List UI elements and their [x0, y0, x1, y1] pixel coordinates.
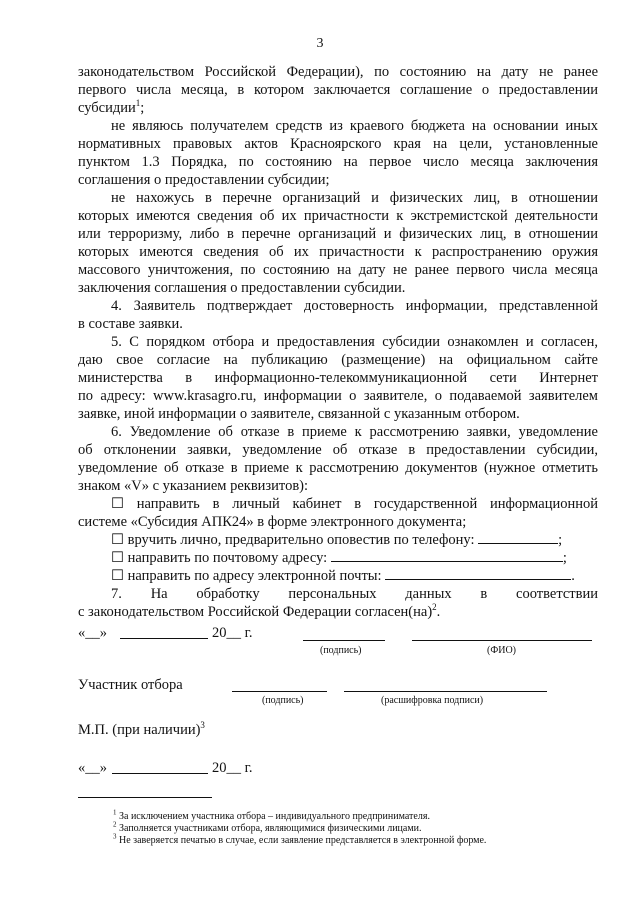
footnote-num: 1	[113, 808, 117, 817]
signature-caption: (подпись)	[320, 645, 362, 656]
text-line: 7. На обработку персональных данных в соответствии	[111, 586, 598, 602]
footnote	[113, 808, 430, 822]
date-day: «__»	[78, 760, 107, 776]
text-line: не нахожусь в перечне организаций и физических лиц, в отношении	[111, 190, 598, 206]
text-line: уведомление об отказе в приеме к рассмотрению документов (нужное отметить	[78, 460, 598, 476]
footnote-ref: 3	[200, 720, 205, 731]
option-label: ☐ вручить лично, предварительно оповестив по телефону:	[111, 532, 475, 548]
footnote-num: 2	[113, 820, 117, 829]
text-line: 5. С порядком отбора и предоставления субсидии ознакомлен и согласен,	[111, 334, 598, 350]
page-number: 3	[316, 36, 324, 51]
text-line	[78, 100, 598, 117]
option-label: ☐ направить по почтовому адресу:	[111, 550, 328, 566]
date-month-line[interactable]	[120, 638, 208, 639]
footnote	[113, 820, 422, 834]
text-line: по адресу: www.krasagro.ru, информации о заявителе, о подаваемой заявителем	[78, 388, 598, 404]
punctuation: .	[571, 568, 575, 584]
text-line: заключения соглашения о предоставлении субсидии.	[78, 280, 406, 296]
punctuation: ;	[558, 532, 563, 548]
option-personal-cabinet[interactable]: ☐ направить в личный кабинет в государственной информационной	[111, 496, 598, 512]
footnote-text: Заполняется участниками отбора, являющимися физическими лицами.	[119, 823, 422, 834]
date-year: 20__ г.	[212, 625, 253, 641]
text-line: 4. Заявитель подтверждает достоверность информации, представленной	[111, 298, 598, 314]
text-span: М.П. (при наличии)	[78, 722, 201, 738]
option-hand-delivery[interactable]	[111, 532, 598, 549]
footnote-text: За исключением участника отбора – индивидуального предпринимателя.	[119, 811, 430, 822]
punctuation: .	[436, 604, 441, 620]
footnote-ref: 1	[135, 98, 141, 109]
signature-caption: (подпись)	[262, 695, 304, 706]
text-line: не являюсь получателем средств из краевого бюджета на основании иных	[111, 118, 598, 134]
option-email[interactable]	[111, 568, 598, 585]
text-line: пунктом 1.3 Порядка, по состоянию на первое число месяца заключения	[78, 154, 598, 170]
decoding-caption: (расшифровка подписи)	[381, 695, 484, 706]
text-line: системе «Субсидия АПК24» в форме электронного документа;	[78, 514, 467, 530]
text-line: первого числа месяца, в котором заключается соглашение о предоставлении	[78, 82, 598, 98]
text-line	[78, 604, 598, 621]
footnote-ref: 2	[432, 602, 437, 613]
text-span: субсидии	[78, 100, 136, 116]
text-line: в составе заявки.	[78, 316, 183, 332]
text-line: которых имеются сведения об их причастности к распространению оружия	[78, 244, 598, 260]
phone-field[interactable]	[478, 532, 558, 544]
email-field[interactable]	[385, 568, 571, 580]
text-line: нормативных правовых актов Красноярского края на цели, установленные	[78, 136, 598, 152]
participant-label: Участник отбора	[78, 677, 183, 693]
text-line: министерства в информационно-телекоммуникационной сети Интернет	[78, 370, 598, 386]
text-line: знаком «V» с указанием реквизитов):	[78, 478, 309, 494]
punctuation: ;	[562, 550, 567, 566]
text-line: соглашения о предоставлении субсидии;	[78, 172, 330, 188]
postal-address-field[interactable]	[331, 550, 563, 562]
signature-line[interactable]	[232, 691, 327, 692]
option-postal[interactable]	[111, 550, 598, 567]
decoding-line[interactable]	[344, 691, 547, 692]
date-month-line[interactable]	[112, 773, 208, 774]
text-line: законодательством Российской Федерации), по состоянию на дату не ранее	[78, 64, 598, 80]
text-line: или терроризму, либо в перечне организаций и физических лиц, в отношении	[78, 226, 598, 242]
stamp-label	[78, 722, 205, 739]
text-line: 6. Уведомление об отказе в приеме к рассмотрению заявки, уведомление	[111, 424, 598, 440]
option-label: ☐ направить по адресу электронной почты:	[111, 568, 382, 584]
footnote-separator	[78, 797, 212, 798]
text-span: с законодательством Российской Федерации согласен(на)	[78, 604, 433, 620]
footnote	[113, 832, 487, 846]
punctuation: ;	[140, 100, 145, 116]
text-line: даю свое согласие на публикацию (размещение) на официальном сайте	[78, 352, 598, 368]
date-day: «__»	[78, 625, 107, 641]
footnote-num: 3	[113, 832, 117, 841]
footnote-text: Не заверяется печатью в случае, если заявление представляется в электронной форме.	[119, 835, 487, 846]
fio-caption: (ФИО)	[487, 645, 517, 656]
signature-line[interactable]	[303, 640, 385, 641]
text-line: которых имеются сведения об их причастности к экстремистской деятельности	[78, 208, 598, 224]
fio-line[interactable]	[412, 640, 592, 641]
date-year: 20__ г.	[212, 760, 253, 776]
text-line: об отклонении заявки, уведомление об отказе в предоставлении субсидии,	[78, 442, 598, 458]
text-line: заявке, иной информации о заявителе, связанной с указанным отбором.	[78, 406, 520, 422]
text-line: массового уничтожения, по состоянию на дату не ранее первого числа месяца	[78, 262, 598, 278]
